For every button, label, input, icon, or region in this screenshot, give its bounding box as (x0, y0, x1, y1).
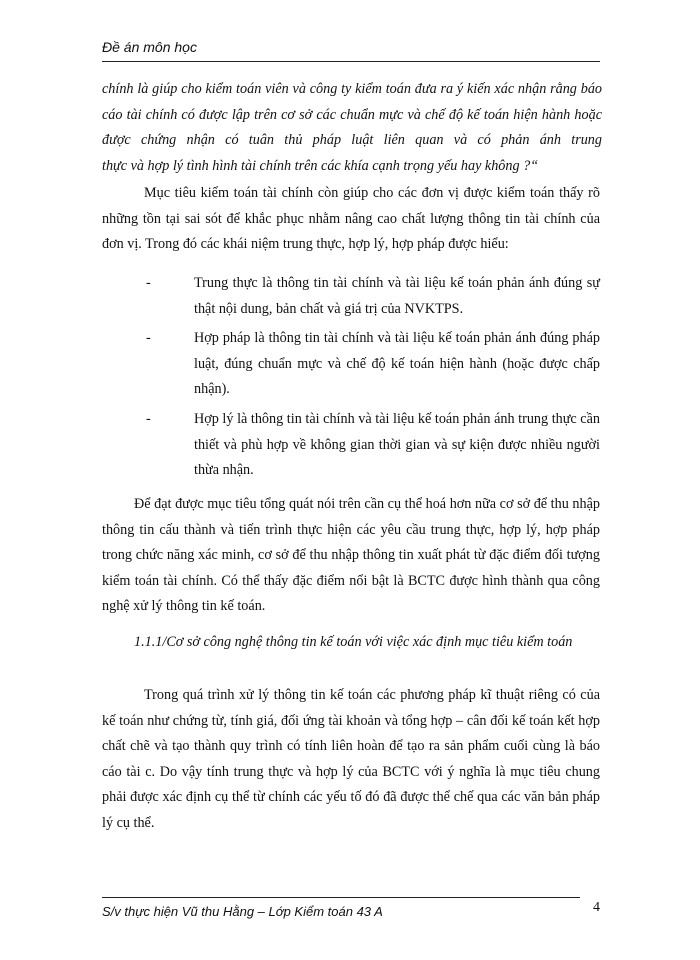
bullet-text: Hợp lý là thông tin tài chính và tài liệu kế toán phản ánh trung thực cần thiết và phù hợp về không gian thời gian và sự kiện được nhiều người thừa nhận. (194, 410, 600, 479)
section-heading: 1.1.1/Cơ sở công nghệ thông tin kế toán với việc xác định mục tiêu kiểm toán (134, 634, 573, 650)
bullet-text: Hợp pháp là thông tin tài chính và tài liệu kế toán phản ánh đúng pháp luật, đúng chuẩn mực và chế độ kế toán hiện hành (hoặc được chấp nhận). (194, 330, 600, 398)
paragraph-1: Mục tiêu kiểm toán tài chính còn giúp cho các đơn vị được kiểm toán thấy rõ những tồn tại sai sót để khắc phục nhằm nâng cao chất lượng thông tin tài chính của đơn vị. Trong đó các khái niệm trung thực, hợp lý, hợp pháp được hiểu: (102, 185, 600, 253)
footer-author: S/v thực hiện Vũ thu Hằng – Lớp Kiểm toán 43 A (102, 904, 383, 919)
bullet-marker: - (146, 410, 151, 427)
footer-divider (102, 897, 580, 898)
page-number: 4 (593, 900, 600, 915)
header-title: Đề án môn học (102, 39, 197, 55)
list-item (102, 271, 600, 322)
italic-line: chính là giúp cho kiểm toán viên và công ty kiểm toán đưa ra ý kiến xác nhận rằng (102, 81, 577, 97)
paragraph-2: Để đạt được mục tiêu tổng quát nói trên cần cụ thể hoá hơn nữa cơ sở để thu nhập thông tin cấu thành và tiến trình thực hiện các yêu cầu trung thực, hợp lý, hợp pháp trong chức năng xác minh, cơ sở để thu nhập thông tin xuất phát từ đặc điểm đối tượng kiểm toán tài chính. Có thể thấy đặc điểm nổi bật là BCTC được hình thành qua công nghệ xử lý thông tin kế toán. (102, 496, 600, 615)
list-item (102, 326, 600, 403)
bullet-list (102, 271, 600, 488)
bullet-marker: - (146, 330, 151, 347)
page-header (102, 37, 600, 62)
italic-line: hành hoặc được chứng nhận có tuân thủ pháp luật liên quan và có phản ánh trung (102, 106, 602, 149)
bullet-marker: - (146, 275, 151, 291)
list-item (102, 407, 600, 484)
italic-quote-block (102, 77, 602, 179)
italic-line: thực và hợp lý tình hình tài chính trên các khía cạnh trọng yếu hay không ?“ (102, 157, 539, 174)
italic-line: báo cáo tài chính có được lập trên cơ sở các chuẩn mực và chế độ kế toán hiện (102, 81, 602, 123)
bullet-text: Trung thực là thông tin tài chính và tài liệu kế toán phản ánh đúng sự thật nội dung, bản chất và giá trị của NVKTPS. (194, 275, 600, 317)
page-footer (102, 902, 600, 922)
paragraph-3: Trong quá trình xử lý thông tin kế toán các phương pháp kĩ thuật riêng có của kế toán như chứng từ, tính giá, đối ứng tài khoản và tổng hợp – cân đối kế toán kết hợp chất chẽ và tạo thành quy trình có tính liên hoàn để tạo ra sản phẩm cuối cùng là báo cáo tài c. Do vậy tính trung thực và hợp lý của BCTC với ý nghĩa là mục tiêu chung phải được xác định cụ thể từ chính các yếu tố đó đã được thể chế qua các văn bản pháp lý cụ thể. (102, 687, 600, 831)
